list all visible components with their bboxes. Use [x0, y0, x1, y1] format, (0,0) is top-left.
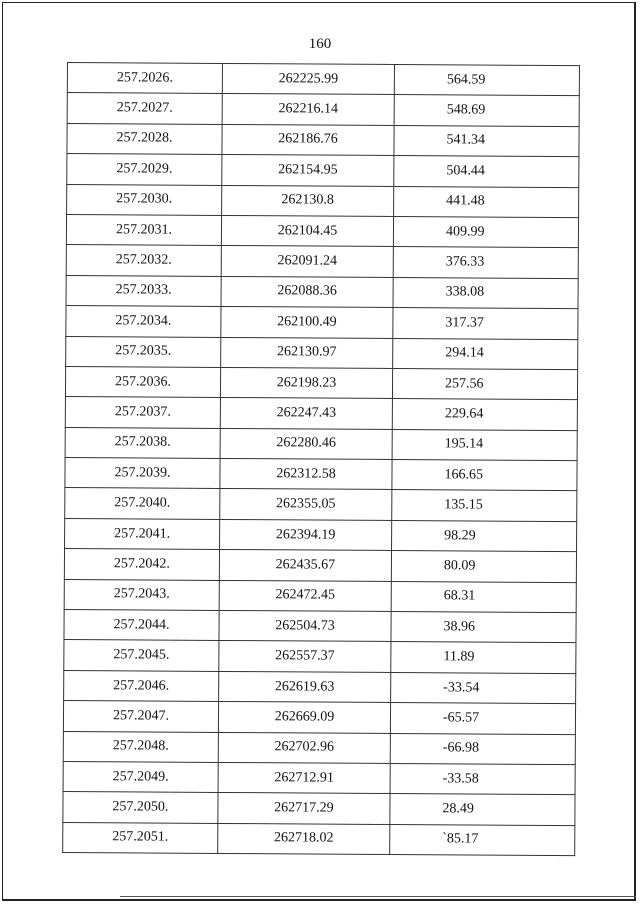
y-coordinate-cell: 229.64: [392, 399, 577, 431]
table-row: [67, 184, 579, 218]
code-cell: 257.2049.: [63, 761, 218, 792]
table-row: [63, 792, 575, 826]
code-cell: 257.2026.: [67, 63, 222, 94]
code-cell: 257.2044.: [64, 610, 219, 641]
x-coordinate-cell: 262557.37: [219, 641, 391, 672]
code-cell: 257.2037.: [65, 397, 220, 428]
code-cell: 257.2051.: [63, 822, 218, 853]
x-coordinate-cell: 262216.14: [222, 94, 394, 125]
x-coordinate-cell: 262091.24: [221, 246, 393, 277]
code-cell: 257.2047.: [63, 701, 218, 732]
y-coordinate-cell: 80.09: [391, 551, 576, 583]
table-row: [63, 822, 575, 856]
code-cell: 257.2033.: [66, 275, 221, 306]
code-cell: 257.2032.: [66, 245, 221, 276]
y-coordinate-cell: 541.34: [394, 125, 579, 157]
x-coordinate-cell: 262130.97: [221, 337, 393, 368]
table-row: [67, 63, 579, 97]
y-coordinate-cell: 564.59: [394, 65, 579, 97]
table-row: [66, 306, 578, 340]
table-row: [64, 549, 576, 583]
y-coordinate-cell: -65.57: [390, 703, 575, 735]
table-row: [63, 761, 575, 795]
table-row: [67, 93, 579, 127]
x-coordinate-cell: 262088.36: [221, 276, 393, 307]
y-coordinate-cell: 38.96: [391, 612, 576, 644]
x-coordinate-cell: 262669.09: [218, 702, 390, 733]
code-cell: 257.2036.: [65, 366, 220, 397]
y-coordinate-cell: 68.31: [391, 581, 576, 613]
x-coordinate-cell: 262104.45: [221, 215, 393, 246]
x-coordinate-cell: 262186.76: [222, 124, 394, 155]
table-row: [66, 336, 578, 370]
x-coordinate-cell: 262435.67: [219, 550, 391, 581]
code-cell: 257.2029.: [67, 154, 222, 185]
y-coordinate-cell: 409.99: [393, 216, 578, 248]
code-cell: 257.2043.: [64, 579, 219, 610]
x-coordinate-cell: 262718.02: [218, 823, 390, 854]
table-row: [65, 518, 577, 552]
page-number: 160: [308, 36, 332, 52]
code-cell: 257.2048.: [63, 731, 218, 762]
table-row: [65, 427, 577, 461]
code-cell: 257.2042.: [64, 549, 219, 580]
table-row: [65, 366, 577, 400]
table-row: [64, 579, 576, 613]
code-cell: 257.2028.: [67, 123, 222, 154]
y-coordinate-cell: 317.37: [393, 308, 578, 340]
y-coordinate-cell: 257.56: [392, 368, 577, 400]
x-coordinate-cell: 262247.43: [220, 398, 392, 429]
table-row: [65, 397, 577, 431]
x-coordinate-cell: 262198.23: [220, 367, 392, 398]
y-coordinate-cell: -33.58: [390, 763, 575, 795]
y-coordinate-cell: 11.89: [391, 642, 576, 674]
x-coordinate-cell: 262154.95: [222, 155, 394, 186]
x-coordinate-cell: 262702.96: [218, 732, 390, 763]
code-cell: 257.2038.: [65, 427, 220, 458]
y-coordinate-cell: 195.14: [392, 429, 577, 461]
table-row: [66, 214, 578, 248]
code-cell: 257.2039.: [65, 458, 220, 489]
code-cell: 257.2030.: [67, 184, 222, 215]
table-row: [67, 123, 579, 157]
y-coordinate-cell: -66.98: [390, 733, 575, 765]
code-cell: 257.2040.: [65, 488, 220, 519]
y-coordinate-cell: 338.08: [393, 277, 578, 309]
bottom-rule: [120, 896, 636, 897]
table-row: [66, 245, 578, 279]
code-cell: 257.2045.: [64, 640, 219, 671]
y-coordinate-cell: 98.29: [392, 520, 577, 552]
y-coordinate-cell: 548.69: [394, 95, 579, 127]
y-coordinate-cell: 135.15: [392, 490, 577, 522]
y-coordinate-cell: 294.14: [393, 338, 578, 370]
table-row: [64, 640, 576, 674]
code-cell: 257.2050.: [63, 792, 218, 823]
x-coordinate-cell: 262619.63: [219, 671, 391, 702]
table-row: [65, 458, 577, 492]
table-row: [65, 488, 577, 522]
x-coordinate-cell: 262130.8: [222, 185, 394, 216]
x-coordinate-cell: 262472.45: [219, 580, 391, 611]
y-coordinate-cell: `85.17: [390, 824, 575, 856]
x-coordinate-cell: 262312.58: [220, 459, 392, 490]
table-row: [67, 154, 579, 188]
x-coordinate-cell: 262280.46: [220, 428, 392, 459]
table-row: [63, 731, 575, 765]
x-coordinate-cell: 262712.91: [218, 762, 390, 793]
x-coordinate-cell: 262394.19: [220, 519, 392, 550]
code-cell: 257.2034.: [66, 306, 221, 337]
table-row: [63, 701, 575, 735]
y-coordinate-cell: 441.48: [394, 186, 579, 218]
code-cell: 257.2046.: [64, 670, 219, 701]
table-row: [66, 275, 578, 309]
table-row: [64, 610, 576, 644]
x-coordinate-cell: 262100.49: [221, 307, 393, 338]
x-coordinate-cell: 262717.29: [218, 793, 390, 824]
code-cell: 257.2035.: [66, 336, 221, 367]
table-row: [64, 670, 576, 704]
x-coordinate-cell: 262504.73: [219, 610, 391, 641]
code-cell: 257.2041.: [65, 518, 220, 549]
y-coordinate-cell: 376.33: [393, 247, 578, 279]
coordinate-table-body: [63, 63, 580, 856]
y-coordinate-cell: 166.65: [392, 460, 577, 492]
y-coordinate-cell: 28.49: [390, 794, 575, 826]
code-cell: 257.2031.: [66, 214, 221, 245]
y-coordinate-cell: -33.54: [391, 672, 576, 704]
y-coordinate-cell: 504.44: [394, 156, 579, 188]
code-cell: 257.2027.: [67, 93, 222, 124]
coordinate-table: [62, 62, 580, 856]
x-coordinate-cell: 262355.05: [220, 489, 392, 520]
x-coordinate-cell: 262225.99: [222, 63, 394, 94]
